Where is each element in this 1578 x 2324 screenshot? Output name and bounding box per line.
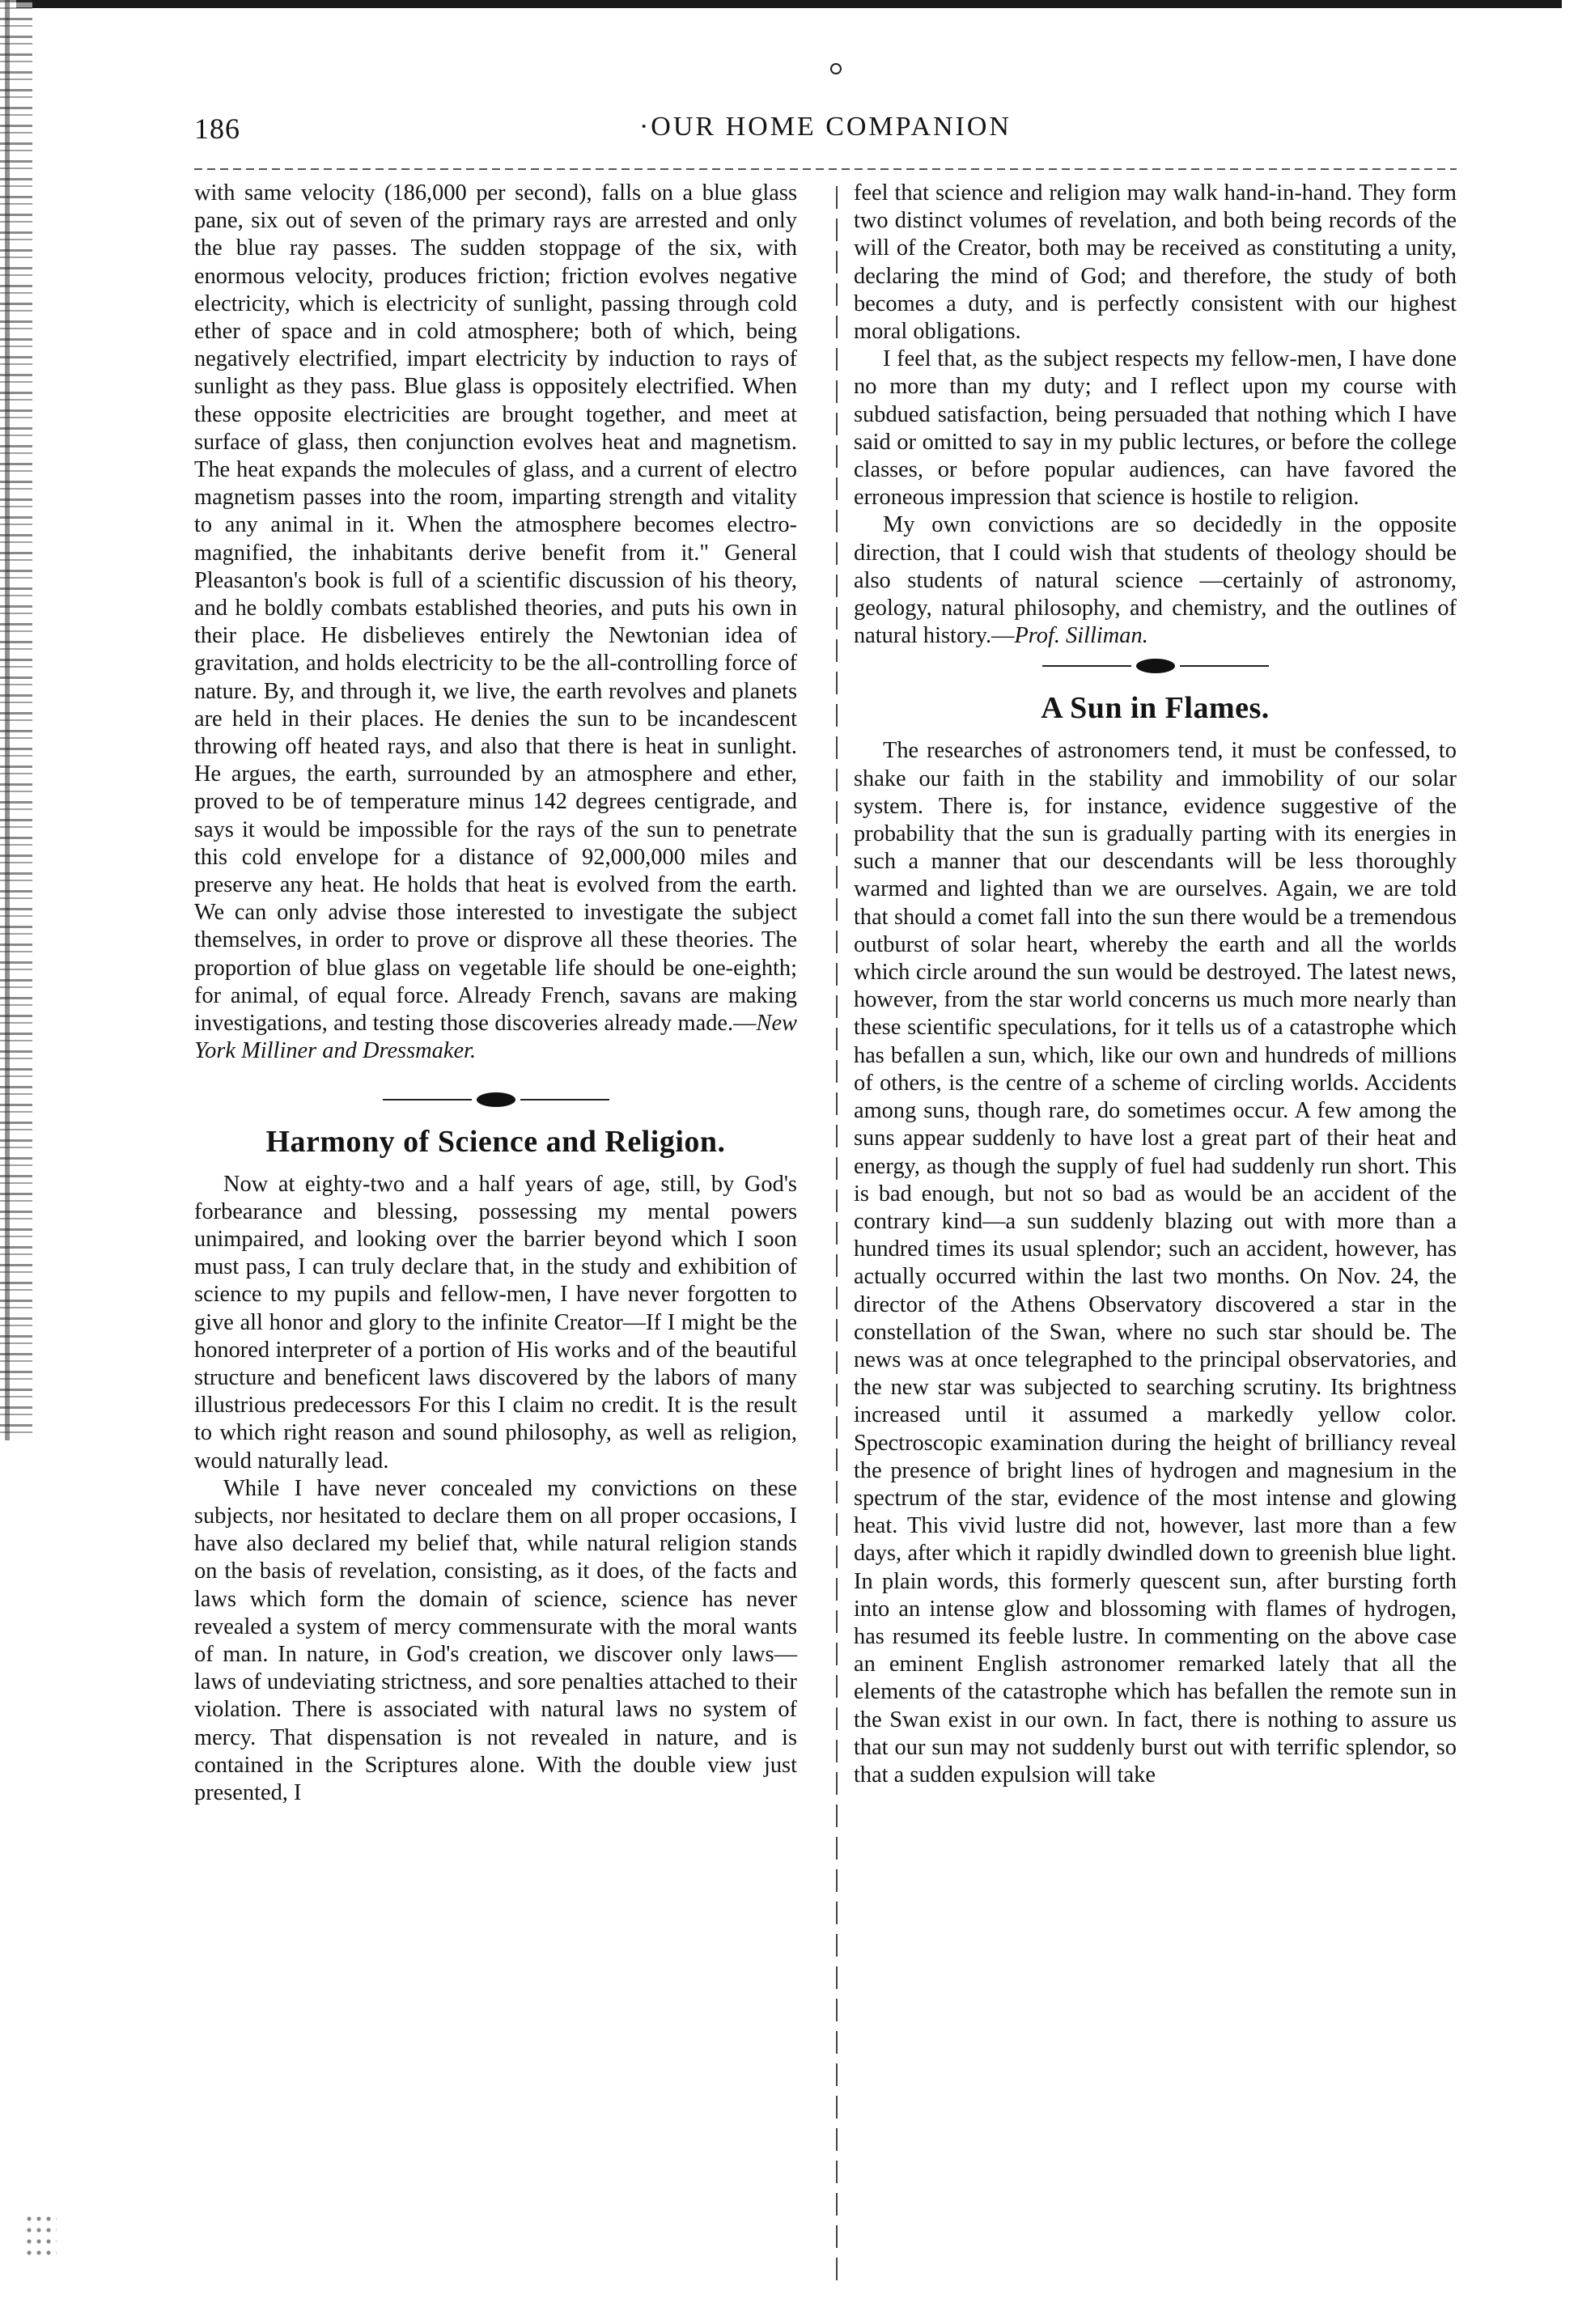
article-paragraph: with same velocity (186,000 per second), falls on a blue glass pane, six out of seven of the primary rays are arrested and only the blue ray passes. The sudden stoppage of the six, with enormous velocity, produces friction; friction evolves negative electricity, which is electricity of sunlight, passing through cold ether of space and in cold atmosphere; both of which, being negatively electrified, impart electricity by induction to rays of sunlight as they pass. Blue glass is oppositely electrified. When these opposite electricities are brought together, and meet at surface of glass, then conjunction evolves heat and magnetism. The heat expands the molecules of glass, and a current of electro magnetism passes into the room, imparting strength and vitality to any animal in it. When the atmosphere becomes electro-magnified, the inhabitants derive benefit from it." General Pleasanton's book is full of a scientific discussion of his theory, and he boldly combats established theories, and puts his own in their place. He disbelieves entirely the Newtonian idea of gravitation, and holds electricity to be the all-controlling force of nature. By, and through it, we live, the earth revolves and planets are held in their places. He denies the sun to be incandescent throwing off heated rays, and also that there is heat in sunlight. He argues, the earth, surrounded by an atmosphere and ether, proved to be of temperature minus 142 degrees centigrade, and says it would be impossible for the rays of the sun to penetrate this cold envelope for a distance of 92,000,000 miles and preserve any heat. He holds that heat is evolved from the earth. We can only advise those interested to investigate the subject themselves, in order to prove or disprove all these theories. The proportion of blue glass on vegetable life should be one-eighth; for animal, of equal force. Already French, savans are making investigations, and testing those discoveries already made.—New York Milliner and Dressmaker. [194, 180, 797, 1064]
column-divider [836, 186, 838, 2282]
page-number: 186 [194, 112, 240, 145]
article-paragraph: I feel that, as the subject respects my fellow-men, I have done no more than my duty; and I reflect upon my course with subdued satisfaction, being persuaded that nothing which I have said or omitted to say in my public lectures, or before the college classes, or before popular audiences, can have favored the erroneous impression that science is hostile to religion. [854, 346, 1457, 511]
attribution: New York Milliner and Dressmaker. [194, 1011, 797, 1064]
attribution: Prof. Silliman. [1014, 623, 1148, 649]
left-column [194, 180, 797, 1807]
right-column [854, 180, 1457, 1789]
top-border-rule [16, 0, 1562, 8]
section-ornament [854, 650, 1457, 682]
article-paragraph: feel that science and religion may walk hand-in-hand. They form two distinct volumes of revelation, and both being records of the will of the Creator, both may be received as constituting a unity, declaring the mind of God; and therefore, the study of both becomes a duty, and is perfectly consistent with our highest moral obligations. [854, 180, 1457, 345]
section-ornament [194, 1084, 797, 1116]
running-title: ·OUR HOME COMPANION [638, 112, 1012, 142]
article-paragraph: Now at eighty-two and a half years of age, still, by God's forbearance and blessing, possessing my mental powers unimpaired, and looking over the barrier beyond which I soon must pass, I can truly declare that, in the study and exhibition of science to my pupils and fellow-men, I have never forgotten to give all honor and glory to the infinite Creator—If I might be the honored interpreter of a portion of His works and of the beautiful structure and beneficent laws discovered by the labors of many illustrious predecessors For this I claim no credit. It is the result to which right reason and sound philosophy, as well as religion, would naturally lead. [194, 1171, 797, 1474]
article-paragraph: My own convictions are so decidedly in the opposite direction, that I could wish that students of theology should be also students of natural science —certainly of astronomy, geology, natural philosophy, and chemistry, and the outlines of natural history.—Prof. Silliman. [854, 512, 1457, 649]
page-header [194, 112, 1457, 160]
binding-edge-line [5, 0, 10, 1440]
article-paragraph: The researches of astronomers tend, it must be confessed, to shake our faith in the stability and immobility of our solar system. There is, for instance, evidence suggestive of the probability that the sun is gradually parting with its energies in such a manner that our descendants will be less thoroughly warmed and lighted than we are ourselves. Again, we are told that should a comet fall into the sun there would be a tremendous outburst of solar heart, whereby the earth and all the worlds which circle around the sun would be destroyed. The latest news, however, from the star world concerns us much more nearly than these scientific speculations, for it tells us of a catastrophe which has befallen a sun, which, like our own and hundreds of millions of others, is the centre of a scheme of circling worlds. Accidents among suns, though rare, do sometimes occur. A few among the suns appear suddenly to have lost a great part of their heat and energy, as though the supply of fuel had suddenly run short. This is bad enough, but not so bad as would be an accident of the contrary kind—a sun suddenly blazing out with more than a hundred times its usual splendor; such an accident, however, has actually occurred within the last two months. On Nov. 24, the director of the Athens Observatory discovered a star in the constellation of the Swan, where no such star should be. The news was at once telegraphed to the principal observatories, and the new star was subjected to searching scrutiny. Its brightness increased until it assumed a markedly yellow color. Spectroscopic examination during the height of brilliancy reveal the presence of bright lines of hydrogen and magnesium in the spectrum of the star, evidence of the most intense and glowing heat. This vivid lustre did not, however, last more than a few days, after which it rapidly dwindled down to greenish blue light. In plain words, this formerly quescent sun, after bursting forth into an intense glow and blossoming with flames of hydrogen, has resumed its feeble lustre. In commenting on the above case an eminent English astronomer remarked lately that all the elements of the catastrophe which has befallen the remote sun in the Swan exist in our own. In fact, there is nothing to assure us that our sun may not suddenly burst out with terrific splendor, so that a sudden expulsion will take [854, 738, 1457, 1788]
article-paragraph: While I have never concealed my convictions on these subjects, nor hesitated to declare them on all proper occasions, I have also declared my belief that, while natural religion stands on the basis of revelation, consisting, as it does, of the facts and laws which form the domain of science, science has never revealed a system of mercy commensurate with the moral wants of man. In nature, in God's creation, we discover only laws—laws of undeviating strictness, and sore penalties attached to their violation. There is associated with natural laws no system of mercy. That dispensation is not revealed in nature, and is contained in the Scriptures alone. With the double view just presented, I [194, 1475, 797, 1805]
section-heading: A Sun in Flames. [1041, 691, 1270, 726]
section-heading: Harmony of Science and Religion. [265, 1124, 726, 1159]
margin-specks [24, 2213, 57, 2262]
page-mark [830, 63, 842, 74]
header-rule [194, 168, 1457, 170]
